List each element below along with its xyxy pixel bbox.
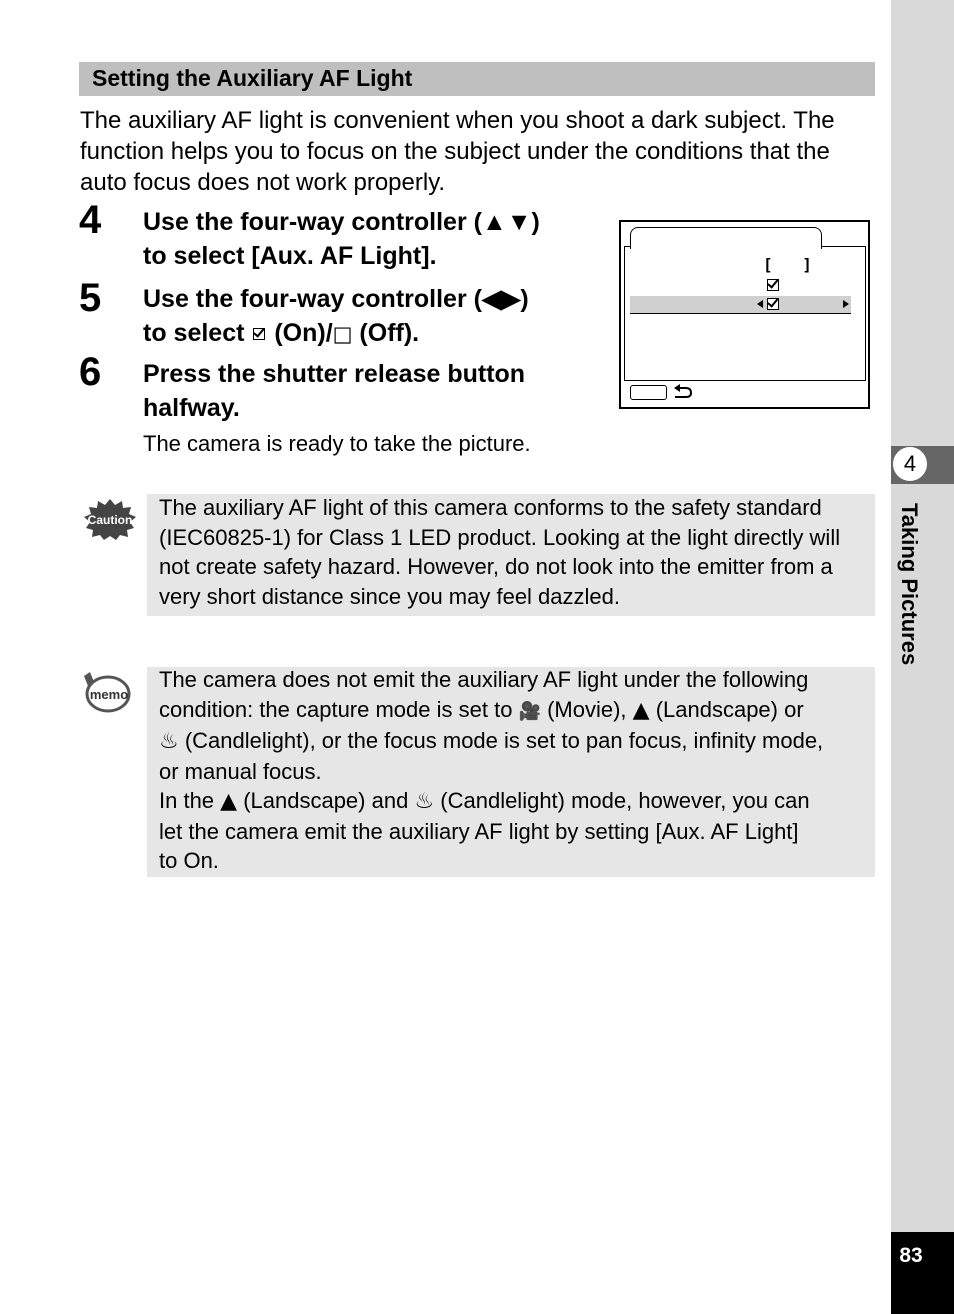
- camera-menu-selected-row: [630, 296, 851, 314]
- step-4-paren: ): [531, 208, 540, 236]
- step-5-text: [143, 282, 598, 351]
- checkbox-off-icon: □: [332, 322, 353, 346]
- step-4-line2: to select [Aux. AF Light].: [143, 242, 437, 270]
- memo-line: (Candlelight), or the focus mode is set to pan focus, infinity mode,: [178, 728, 824, 753]
- memo-line: (Movie),: [540, 696, 633, 722]
- memo-line: (Candlelight) mode, however, you can: [434, 788, 810, 813]
- right-arrow-icon: [843, 300, 849, 308]
- step-number: 6: [79, 350, 102, 394]
- memo-line: or manual focus.: [159, 758, 322, 784]
- step-number: 5: [79, 276, 102, 320]
- caution-text: The auxiliary AF light of this camera conforms to the safety standard (IEC60825-1) for Class 1 LED product. Looking at the light directly will not create safety hazard. However, do not look into the emitter from a very short distance since you may feel dazzled.: [159, 495, 841, 609]
- svg-text:memo: memo: [89, 687, 129, 702]
- candlelight-mode-icon: ♨: [414, 789, 435, 814]
- section-title: Setting the Auxiliary AF Light: [92, 65, 413, 91]
- step-number: 4: [79, 198, 102, 242]
- landscape-mode-icon: ▲: [220, 789, 238, 814]
- landscape-mode-icon: ▲: [632, 697, 650, 723]
- step-4-text: [143, 205, 598, 273]
- chapter-title: Taking Pictures: [897, 503, 922, 666]
- step-6-subtext: The camera is ready to take the picture.: [143, 431, 531, 456]
- memo-line: condition: the capture mode is set to: [159, 696, 519, 722]
- memo-icon: [80, 670, 132, 716]
- page-number: 83: [899, 1244, 923, 1267]
- step-4-line1: Use the four-way controller (: [143, 208, 482, 236]
- step-6-line1: Press the shutter release button: [143, 360, 526, 388]
- memo-text: [159, 665, 869, 876]
- step-5-paren: ): [520, 285, 529, 313]
- camera-menu-tab: [630, 227, 822, 249]
- memo-line: to On.: [159, 848, 219, 873]
- svg-text:Caution: Caution: [87, 513, 133, 527]
- left-arrow-icon: [757, 300, 763, 308]
- checkbox-on-icon: [767, 279, 779, 291]
- movie-mode-icon: 🎥: [518, 700, 541, 722]
- menu-button-icon: [630, 385, 667, 400]
- memo-line: The camera does not emit the auxiliary AF light under the following: [159, 667, 809, 692]
- checkbox-on-icon: [251, 326, 267, 342]
- memo-line: (Landscape) or: [649, 696, 804, 722]
- memo-line: let the camera emit the auxiliary AF light by setting [Aux. AF Light]: [159, 818, 799, 844]
- focus-area-icon: [ ]: [763, 255, 822, 274]
- left-right-arrows-icon: ◀▶: [481, 285, 521, 313]
- step-6-line2: halfway.: [143, 394, 240, 422]
- intro-paragraph: The auxiliary AF light is convenient when you shoot a dark subject. The function helps you to focus on the subject under the conditions that the auto focus does not work properly.: [80, 107, 835, 196]
- step-6-text: [143, 357, 598, 425]
- step-5-line1: Use the four-way controller (: [143, 285, 482, 313]
- candlelight-mode-icon: ♨: [159, 729, 179, 754]
- memo-line: (Landscape) and: [237, 788, 415, 813]
- step-5-off: (Off).: [352, 319, 420, 347]
- memo-line: In the: [159, 788, 221, 813]
- step-5-line2: to select: [143, 319, 252, 347]
- back-arrow-icon: [672, 382, 694, 404]
- step-5-on: (On)/: [267, 319, 333, 347]
- up-down-arrows-icon: ▲▼: [481, 208, 532, 236]
- chapter-number: 4: [893, 447, 927, 481]
- checkbox-on-icon: [767, 298, 779, 310]
- caution-icon: [82, 497, 138, 541]
